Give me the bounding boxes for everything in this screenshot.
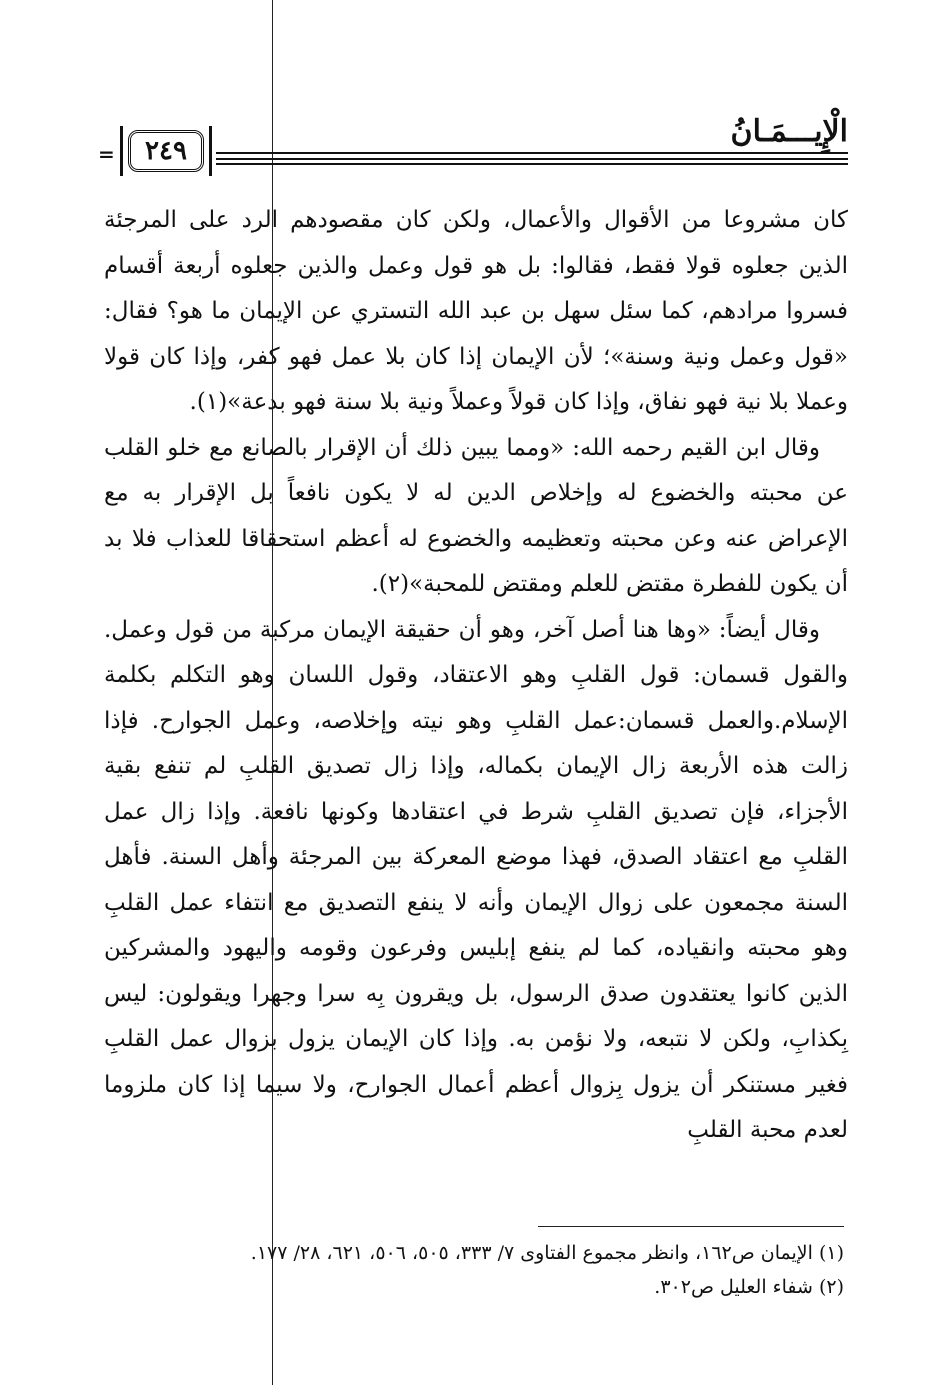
main-text [104,198,848,1154]
footnote-separator [538,1226,844,1227]
header-rule [216,163,848,165]
page-number: ٢٤٩ [128,130,204,172]
paragraph: وقال ابن القيم رحمه الله: «ومما يبين ذلك أن الإقرار بالصانع مع خلو القلب عن محبته والخضوع له وإخلاص الدين له لا يكون نافعاً بل الإقرار به مع الإعراض عنه وعن محبته وتعظيمه والخضوع له أعظم استحقاقا للعذاب فلا بد أن يكون للفطرة مقتض للعلم ومقتض للمحبة»(٢). [104,434,848,597]
paragraph: كان مشروعا من الأقوال والأعمال، ولكن كان مقصودهم الرد على المرجئة الذين جعلوه قولا فقط، فقالوا: بل هو قول وعمل والذين جعلوه أربعة أقسام فسروا مرادهم، كما سئل سهل بن عبد الله التستري عن الإيمان ما هو؟ فقال: «قول وعمل ونية وسنة»؛ لأن الإيمان إذا كان بلا عمل فهو كفر، وإذا كان قولا وعملا بلا نية فهو نفاق، وإذا كان قولاً وعملاً ونية بلا سنة فهو بدعة»(١). [104,207,848,415]
footnote: (٢) شفاء العليل ص٣٠٢. [654,1276,844,1298]
header-mark: = [98,142,115,166]
paragraph: وقال أيضاً: «وها هنا أصل آخر، وهو أن حقيقة الإيمان مركبة من قول وعمل. والقول قسمان: قول القلبِ وهو الاعتقاد، وقول اللسان وهو التكلم بكلمة الإسلام.والعمل قسمان:عمل القلبِ وهو نيته وإخلاصه، وعمل الجوارح. فإذا زالت هذه الأربعة زال الإيمان بكماله، وإذا زال تصديق القلبِ لم تنفع بقية الأجزاء، فإن تصديق القلبِ شرط في اعتقادها وكونها نافعة. وإذا زال عمل القلبِ مع اعتقاد الصدق، فهذا موضع المعركة بين المرجئة وأهل السنة. فأهل السنة مجمعون على زوال الإيمان وأنه لا ينفع التصديق مع انتفاء عمل القلبِ وهو محبته وانقياده، كما لم ينفع إبليس وفرعون وقومه واليهود والمشركين الذين كانوا يعتقدون صدق الرسول، بل ويقرون بِه سرا وجهرا ويقولون: ليس بِكذابِ، ولكن لا نتبعه، ولا نؤمن به. وإذا كان الإيمان يزول بزوال عمل القلبِ فغير مستنكر أن يزول بِزوال أعظم أعمال الجوارح، ولا سيما إذا كان ملزوما لعدم محبة القلبِ [104,616,848,1143]
header-rule [216,158,848,160]
header-rule [216,152,848,154]
footnotes [190,1236,844,1304]
page-title: الْإِيـــمَـانُ [730,114,848,149]
page-header [96,112,848,182]
footnote: (١) الإيمان ص١٦٢، وانظر مجموع الفتاوى ٧/ ٣٣٣، ٥٠٥، ٥٠٦، ٦٢١، ٢٨/ ١٧٧. [250,1242,844,1264]
